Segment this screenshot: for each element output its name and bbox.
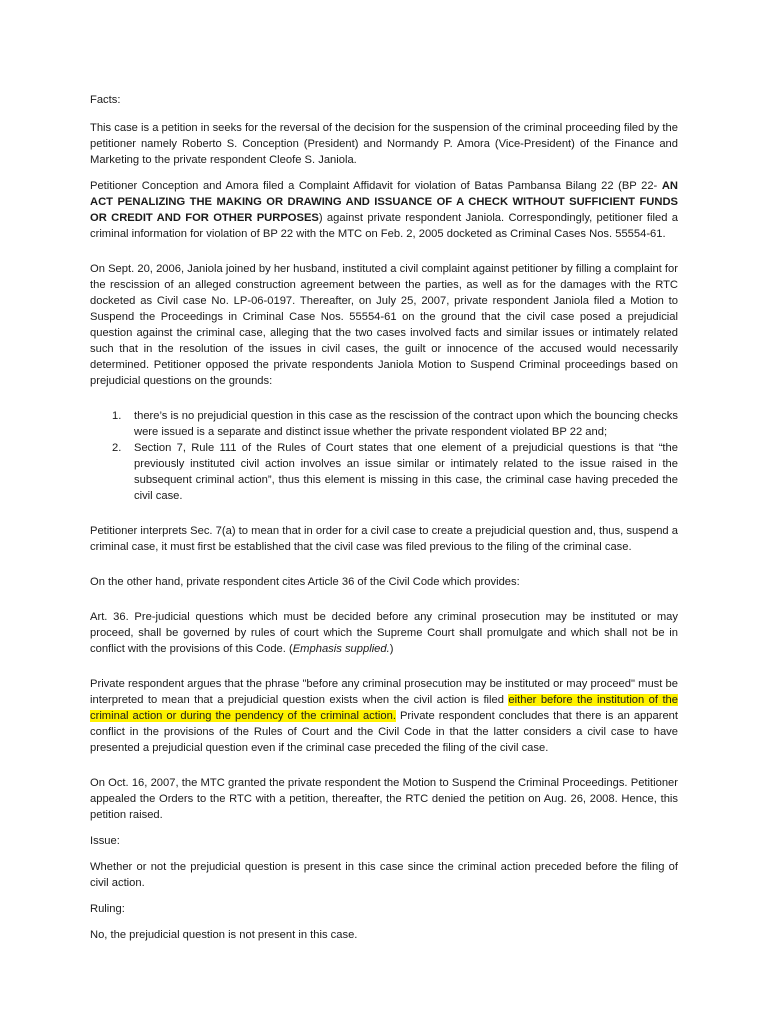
paragraph-case-summary: This case is a petition in seeks for the reversal of the decision for the suspension of the criminal proceeding filed by the petitioner namely Roberto S. Conception (President) and Normandy P. Amora (Vice-President) of the Finance and Marketing to the private respondent Cleofe S. Janiola. <box>90 122 678 166</box>
argues-text-after: Private respondent concludes that there is an apparent conflict in the provisions of the Rules of Court and the Civil Code in that the latter considers a civil case to have presented a prejudicial question even if the criminal case preceded the filing of the civil case. <box>90 710 678 754</box>
complaint-text-before: Petitioner Conception and Amora filed a Complaint Affidavit for violation of Batas Pambansa Bilang 22 (BP 22- <box>90 180 662 192</box>
issue-text: Whether or not the prejudicial question is present in this case since the criminal action preceded before the filing of civil action. <box>90 861 678 889</box>
paragraph-article-36 <box>90 609 678 657</box>
paragraph-mtc-granted: On Oct. 16, 2007, the MTC granted the private respondent the Motion to Suspend the Criminal Proceedings. Petitioner appealed the Orders to the RTC with a petition, thereafter, the RTC denied the petition on Aug. 26, 2008. Hence, this petition raised. <box>90 777 678 821</box>
list-item-text: there’s is no prejudicial question in this case as the rescission of the contract upon which the bouncing checks were issued is a separate and distinct issue whether the private respondent violated BP 22 and; <box>134 410 678 438</box>
argues-text-before: Private respondent argues that the phrase "before any criminal prosecution may be instituted or may proceed" must be interpreted to mean that a prejudicial question exists when the civil action is filed <box>90 678 678 706</box>
facts-heading: Facts: <box>90 94 121 106</box>
bp22-title-bold: AN ACT PENALIZING THE MAKING OR DRAWING AND ISSUANCE OF A CHECK WITHOUT SUFFICIENT FUNDS OR CREDIT AND FOR OTHER PURPOSES <box>90 180 678 224</box>
paragraph-respondent-cites: On the other hand, private respondent cites Article 36 of the Civil Code which provides: <box>90 576 520 588</box>
complaint-text-after: ) against private respondent Janiola. Correspondingly, petitioner filed a criminal information for violation of BP 22 with the MTC on Feb. 2, 2005 docketed as Criminal Cases Nos. 55554-61. <box>90 212 678 240</box>
ruling-heading: Ruling: <box>90 903 125 915</box>
paragraph-civil-complaint: On Sept. 20, 2006, Janiola joined by her husband, instituted a civil complaint against petitioner by filling a complaint for the rescission of an alleged construction agreement between the parties, as well as for the damages with the RTC docketed as Civil case No. LP-06-0197. Thereafter, on July 25, 2007, private respondent Janiola filed a Motion to Suspend the Proceedings in Criminal Case Nos. 55554-61 on the ground that the civil case posed a prejudicial question against the criminal case, alleging that the two cases involved facts and similar issues or intimately related such that in the resolution of the issues in civil cases, the guilt or innocence of the accused would necessarily determined. Petitioner opposed the private respondents Janiola Motion to Suspend Criminal proceedings based on prejudicial questions on the grounds: <box>90 263 678 387</box>
article-36-close: ) <box>389 643 394 655</box>
list-item <box>90 408 678 440</box>
article-36-text: Art. 36. Pre-judicial questions which must be decided before any criminal prosecution may be instituted or may proceed, shall be governed by rules of court which the Supreme Court shall promulgate and which shall not be in conflict with the provisions of this Code. ( <box>90 611 678 655</box>
paragraph-petitioner-interprets: Petitioner interprets Sec. 7(a) to mean that in order for a civil case to create a prejudicial question and, thus, suspend a criminal case, it must first be established that the civil case was filed previous to the filing of the criminal case. <box>90 525 678 553</box>
list-item-number: 2. <box>112 442 122 454</box>
highlighted-text: either before the institution of the criminal action or during the pendency of the criminal action. <box>90 694 678 722</box>
grounds-list <box>90 408 678 504</box>
list-item-text: Section 7, Rule 111 of the Rules of Court states that one element of a prejudicial questions is that “the previously instituted civil action involves an issue similar or intimately related to the issue raised in the subsequent criminal action”, thus this element is missing in this case, the criminal case having preceded the civil case. <box>134 442 678 502</box>
document-page <box>90 92 678 943</box>
emphasis-supplied: Emphasis supplied. <box>292 643 390 655</box>
list-item <box>90 440 678 504</box>
paragraph-complaint-affidavit <box>90 178 678 242</box>
issue-heading: Issue: <box>90 835 120 847</box>
ruling-text: No, the prejudicial question is not present in this case. <box>90 929 358 941</box>
paragraph-respondent-argues <box>90 676 678 756</box>
list-item-number: 1. <box>112 410 122 422</box>
